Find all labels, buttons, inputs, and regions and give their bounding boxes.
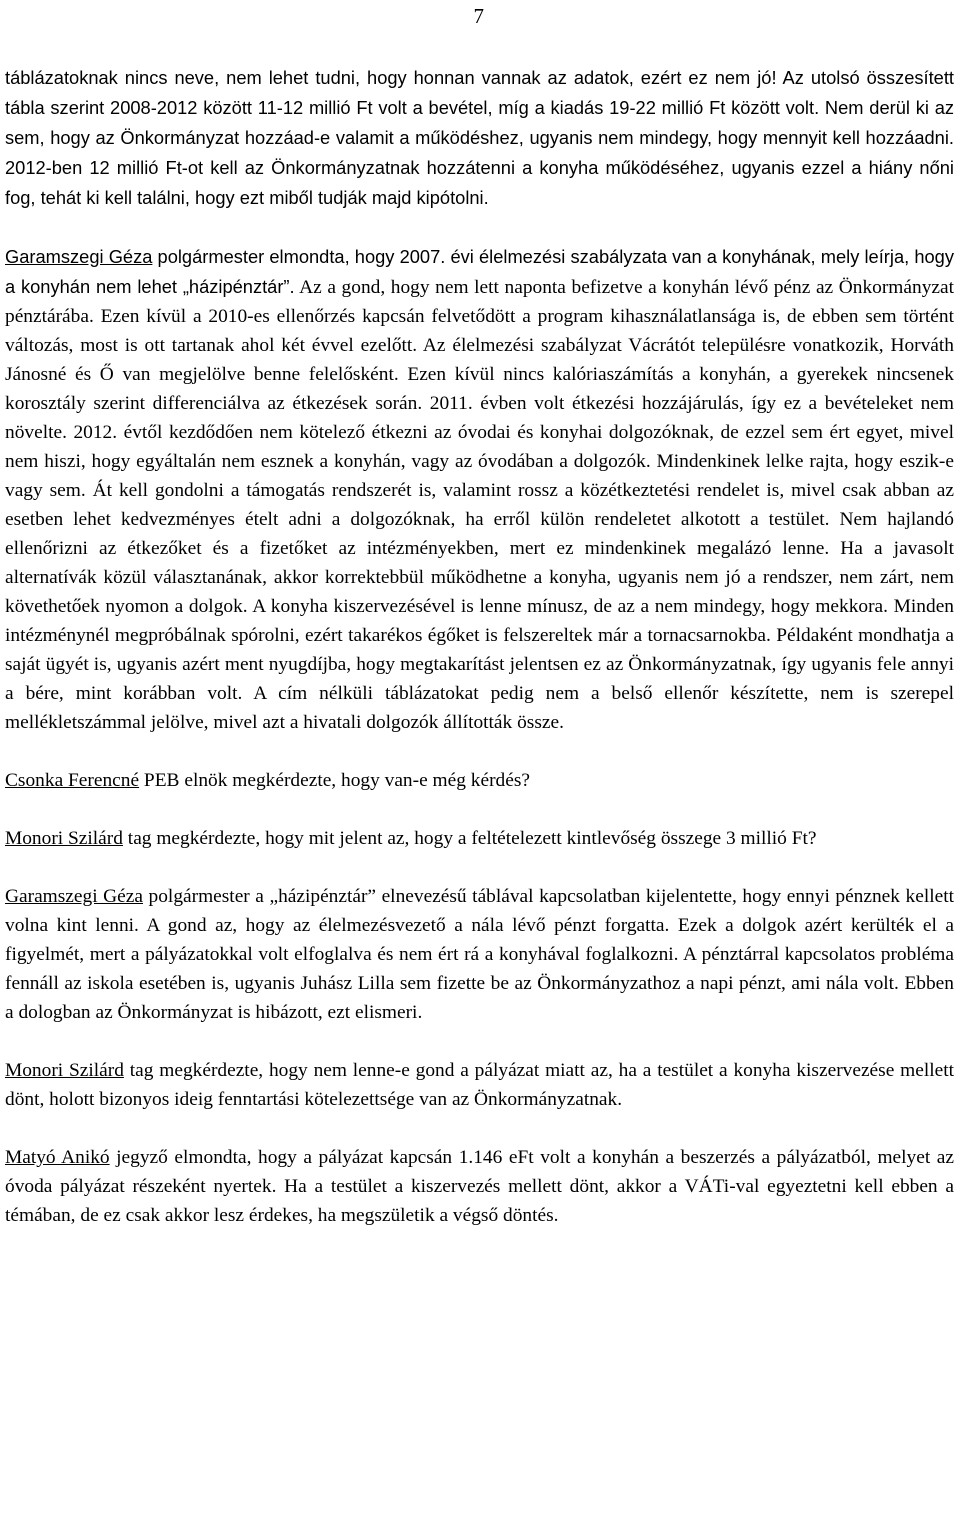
speaker-name: Monori Szilárd bbox=[5, 1060, 124, 1081]
paragraph-peb-question bbox=[5, 766, 954, 795]
paragraph-intro bbox=[5, 63, 954, 213]
paragraph-text: PEB elnök megkérdezte, hogy van-e még kérdés? bbox=[139, 770, 530, 791]
paragraph-text-sans: polgármester elmondta, hogy 2007. évi élelmezési szabályzata van a konyhának, mely leírja, hogy a konyhán nem lehet „házipénztár”. bbox=[5, 246, 954, 297]
paragraph-text: polgármester a „házipénztár” elnevezésű táblával kapcsolatban kijelentette, hogy ennyi pénznek kellett volna kint lenni. A gond az, hogy az élelmezésvezető a nála lévő pénzt forgatta. Ezek a dolgok azért kerülték el a figyelmét, mert a pályázatokkal volt elfoglalva és nem ért rá a konyhával foglalkozni. A pénztárral kapcsolatos probléma fennáll az iskola esetében is, ugyanis Juhász Lilla sem fizette be az Önkormányzathoz a napi pénzt, ami nála volt. Ebben a dologban az Önkormányzat is hibázott, ezt elismeri. bbox=[5, 886, 954, 1023]
paragraph-member-followup bbox=[5, 1056, 954, 1114]
paragraph-mayor-statement bbox=[5, 242, 954, 737]
paragraph-text-sans: táblázatoknak nincs neve, nem lehet tudni, hogy honnan vannak az adatok, ezért ez nem jó! Az utolsó összesített tábla szerint 2008-2012 között 11-12 millió Ft volt a bevétel, míg a kiadás 19-22 millió Ft között volt. Nem derül ki az sem, hogy az Önkormányzat hozzáad-e valamit a működéshez, ugyanis nem mindegy, hogy mennyit kell hozzáadni. 2012-ben 12 millió Ft-ot kell az Önkormányzatnak hozzátenni a konyha működéséhez, ugyanis ezzel a hiány nőni fog, tehát ki kell találni, hogy ezt miből tudják majd kipótolni. bbox=[5, 67, 954, 208]
paragraph-text: jegyző elmondta, hogy a pályázat kapcsán 1.146 eFt volt a konyhán a beszerzés a pályázatból, melyet az óvoda pályázat részeként nyertek. Ha a testület a kiszervezés mellett dönt, akkor a VÁTi-val egyeztetni kell ebben a témában, de ez csak akkor lesz érdekes, ha megszületik a végső döntés. bbox=[5, 1147, 954, 1226]
page-number: 7 bbox=[473, 4, 484, 28]
paragraph-text: tag megkérdezte, hogy nem lenne-e gond a pályázat miatt az, ha a testület a konyha kiszervezése mellett dönt, holott bizonyos ideig fenntartási kötelezettsége van az Önkormányzatnak. bbox=[5, 1060, 954, 1110]
speaker-name: Monori Szilárd bbox=[5, 828, 123, 849]
paragraph-text: tag megkérdezte, hogy mit jelent az, hogy a feltételezett kintlevőség összege 3 millió Ft? bbox=[122, 828, 817, 849]
paragraph-member-question bbox=[5, 824, 954, 853]
paragraph-text: Az a gond, hogy nem lett naponta befizetve a konyhán lévő pénz az Önkormányzat pénztárába. Ezen kívül a 2010-es ellenőrzés kapcsán felvetődött a program kihasználatlansága is, de ebben sem történt változás, most is ott tartanak ahol két évvel ezelőtt. Az élelmezési szabályzat Vácrátót településre vonatkozik, Horváth Jánosné és Ő van megjelölve benne felelősként. Ezen kívül nincs kalóriaszámítás a konyhán, a gyerekek nincsenek korosztály szerint differenciálva az étkezések során. 2011. évben volt étkezési hozzájárulás, így ez a bevételeket nem növelte. 2012. évtől kezdődően nem kötelező étkezni az óvodai és konyhai dolgozóknak, de ezzel sem ért egyet, mivel nem hiszi, hogy egyáltalán nem esznek a konyhán, vagy az óvodában a dolgozók. Mindenkinek lelke rajta, hogy eszik-e vagy sem. Át kell gondolni a támogatás rendszerét is, valamint rossz a közétkeztetési rendelet is, mivel csak abban az esetben lehet kedvezményes ételt adni a dolgozóknak, ha erről külön rendeletet alkotott a testület. Nem hajlandó ellenőrizni az étkezőket és a fizetőket az intézményekben, mert ez mindenkinek megalázó lenne. Ha a javasolt alternatívák közül választanának, akkor korrektebbül működhetne a konyha, ugyanis nem jó a rendszer, nem zárt, nem követhetőek nyomon a dolgok. A konyha kiszervezésével is lenne mínusz, de az a nem mindegy, hogy mekkora. Minden intézménynél megpróbálnak spórolni, ezért takarékos égőket is felszereltek már a tornacsarnokba. Példaként mondhatja a saját ügyét is, ugyanis azért ment nyugdíjba, hogy megtakarítást jelentsen ez az Önkormányzatnak, így ugyanis fele annyi a bére, mint korábban volt. A cím nélküli táblázatokat pedig nem a belső ellenőr készítette, nem is szerepel mellékletszámmal jelölve, mivel azt a hivatali dolgozók állították össze. bbox=[5, 277, 954, 733]
speaker-name: Csonka Ferencné bbox=[5, 770, 140, 791]
speaker-name: Garamszegi Géza bbox=[5, 886, 143, 907]
speaker-name: Matyó Anikó bbox=[5, 1147, 110, 1168]
paragraph-notary-statement bbox=[5, 1143, 954, 1230]
paragraph-mayor-answer bbox=[5, 882, 954, 1027]
document-body bbox=[5, 63, 954, 1230]
speaker-name: Garamszegi Géza bbox=[5, 246, 153, 267]
